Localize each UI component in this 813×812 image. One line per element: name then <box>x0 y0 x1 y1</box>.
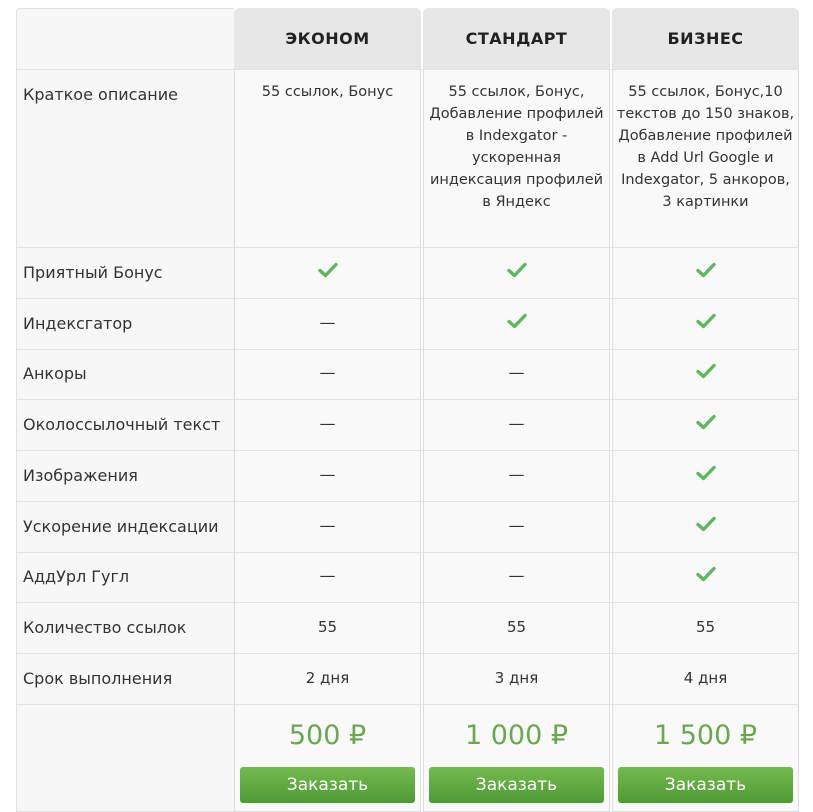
term-standard: 3 дня <box>494 669 539 687</box>
description-standard: 55 ссылок, Бонус, Добавление профилей в Indexgator - ускоренная индексация профилей в Яндекс <box>429 84 604 210</box>
dash-mark: — <box>319 313 336 332</box>
dash-mark: — <box>508 516 525 535</box>
speedup-econom <box>234 516 421 535</box>
description-econom: 55 ссылок, Бонус <box>261 84 394 100</box>
dash-mark: — <box>508 465 525 484</box>
links-econom: 55 <box>317 618 338 636</box>
indexgator-econom <box>234 313 421 332</box>
row-label-bonus: Приятный Бонус <box>23 263 163 282</box>
row-label-description: Краткое описание <box>23 85 178 104</box>
row-label-text: Околоссылочный текст <box>23 415 221 434</box>
anchors-business <box>612 363 799 383</box>
indexgator-business <box>612 313 799 333</box>
check-icon <box>318 262 338 278</box>
addurl-standard <box>423 566 610 585</box>
dash-mark: — <box>319 516 336 535</box>
row-label-links: Количество ссылок <box>23 618 187 637</box>
price-business: 1 500 ₽ <box>653 720 758 751</box>
speedup-business <box>612 516 799 536</box>
text-business <box>612 414 799 434</box>
check-icon <box>696 313 716 329</box>
description-business: 55 ссылок, Бонус,10 текстов до 150 знаков, Добавление профилей в Add Url Google и Indexgator, 5 анкоров, 3 картинки <box>616 84 795 210</box>
plan-header-standard: СТАНДАРТ <box>423 8 610 70</box>
check-icon <box>696 414 716 430</box>
dash-mark: — <box>319 414 336 433</box>
row-label-addurl: АддУрл Гугл <box>23 567 130 586</box>
plan-header-econom: ЭКОНОМ <box>234 8 421 70</box>
check-icon <box>696 516 716 532</box>
dash-mark: — <box>319 363 336 382</box>
check-icon <box>696 465 716 481</box>
feature-labels-column <box>16 8 234 812</box>
bonus-econom <box>234 262 421 282</box>
images-standard <box>423 465 610 484</box>
bonus-standard <box>423 262 610 282</box>
row-label-speedup: Ускорение индексации <box>23 517 219 536</box>
images-business <box>612 465 799 485</box>
links-standard: 55 <box>506 618 527 636</box>
addurl-econom <box>234 566 421 585</box>
indexgator-standard <box>423 313 610 333</box>
term-econom: 2 дня <box>305 669 350 687</box>
dash-mark: — <box>319 566 336 585</box>
check-icon <box>507 262 527 278</box>
text-standard <box>423 414 610 433</box>
term-business: 4 дня <box>683 669 728 687</box>
plan-column-econom <box>234 8 421 812</box>
bonus-business <box>612 262 799 282</box>
dash-mark: — <box>319 465 336 484</box>
images-econom <box>234 465 421 484</box>
row-label-indexgator: Индексгатор <box>23 314 133 333</box>
order-button-business[interactable]: Заказать <box>618 767 793 803</box>
anchors-econom <box>234 363 421 382</box>
plan-header-business: БИЗНЕС <box>612 8 799 70</box>
check-icon <box>696 566 716 582</box>
addurl-business <box>612 566 799 586</box>
check-icon <box>696 262 716 278</box>
dash-mark: — <box>508 566 525 585</box>
speedup-standard <box>423 516 610 535</box>
dash-mark: — <box>508 363 525 382</box>
text-econom <box>234 414 421 433</box>
check-icon <box>507 313 527 329</box>
row-label-term: Срок выполнения <box>23 669 173 688</box>
price-econom: 500 ₽ <box>288 720 367 751</box>
row-label-anchors: Анкоры <box>23 364 87 383</box>
order-button-econom[interactable]: Заказать <box>240 767 415 803</box>
anchors-standard <box>423 363 610 382</box>
pricing-table <box>16 8 800 812</box>
check-icon <box>696 363 716 379</box>
row-label-images: Изображения <box>23 466 138 485</box>
price-standard: 1 000 ₽ <box>464 720 569 751</box>
dash-mark: — <box>508 414 525 433</box>
order-button-standard[interactable]: Заказать <box>429 767 604 803</box>
links-business: 55 <box>695 618 716 636</box>
